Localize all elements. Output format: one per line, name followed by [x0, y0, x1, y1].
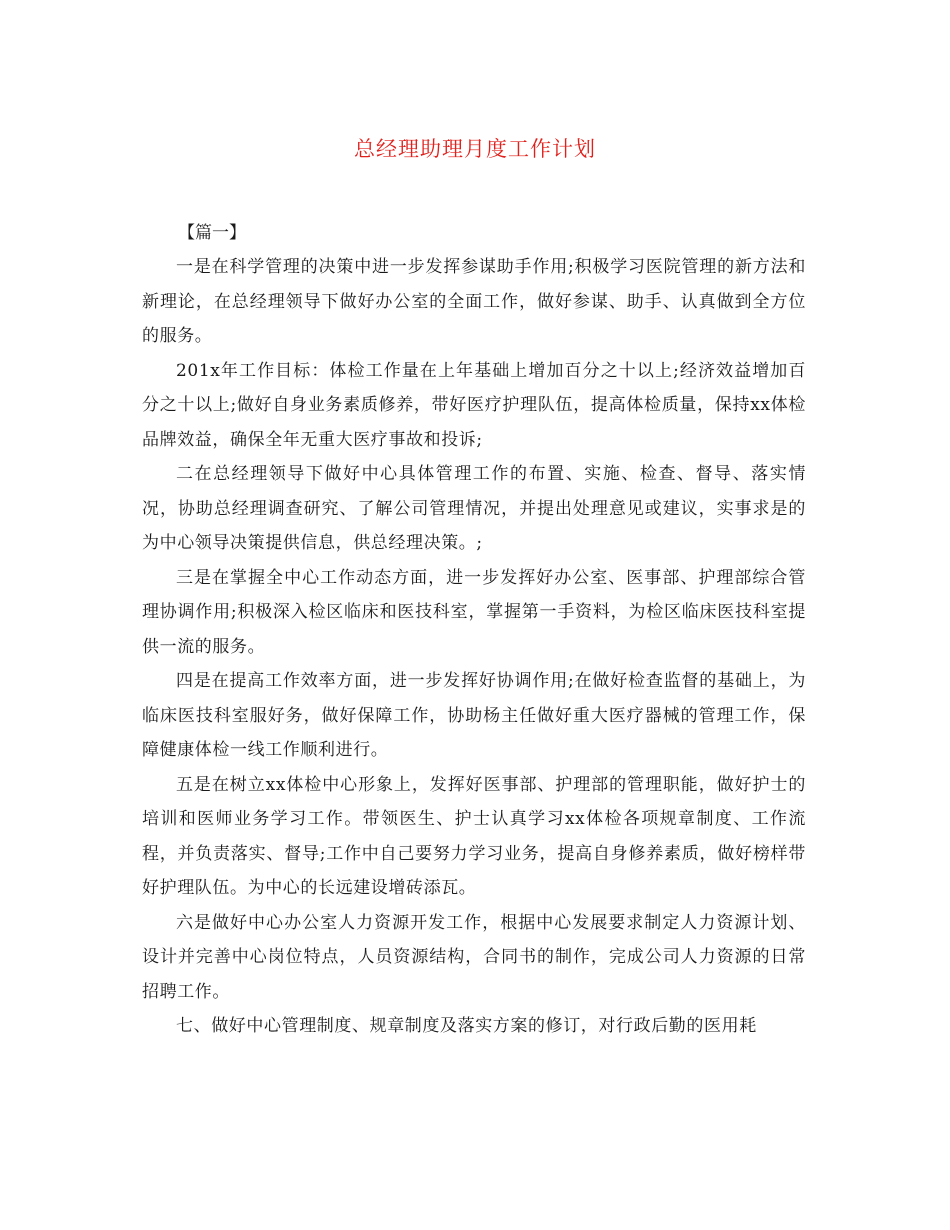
- document-title: 总经理助理月度工作计划: [354, 137, 596, 161]
- document-body: [142, 216, 806, 1044]
- paragraph-4: 三是在掌握全中心工作动态方面，进一步发挥好办公室、医事部、护理部综合管理协调作用;积极深入检区临床和医技科室，掌握第一手资料，为检区临床医技科室提供一流的服务。: [142, 567, 806, 657]
- paragraph-3: 二在总经理领导下做好中心具体管理工作的布置、实施、检查、督导、落实情况，协助总经理调查研究、了解公司管理情况，并提出处理意见或建议，实事求是的为中心领导决策提供信息，供总经理决策。;: [142, 464, 806, 553]
- paragraph-6: 五是在树立xx体检中心形象上，发挥好医事部、护理部的管理职能，做好护士的培训和医师业务学习工作。带领医生、护士认真学习xx体检各项规章制度、工作流程，并负责落实、督导;工作中自己要努力学习业务，提高自身修养素质，做好榜样带好护理队伍。为中心的长远建设增砖添瓦。: [142, 774, 806, 898]
- section-label: 【篇一】: [178, 223, 246, 243]
- paragraph-1: 一是在科学管理的决策中进一步发挥参谋助手作用;积极学习医院管理的新方法和新理论，在总经理领导下做好办公室的全面工作，做好参谋、助手、认真做到全方位的服务。: [142, 257, 806, 346]
- paragraph-2: 201x年工作目标：体检工作量在上年基础上增加百分之十以上;经济效益增加百分之十以上;做好自身业务素质修养，带好医疗护理队伍，提高体检质量，保持xx体检品牌效益，确保全年无重大医疗事故和投诉;: [142, 360, 806, 450]
- paragraph-8: 七、做好中心管理制度、规章制度及落实方案的修订，对行政后勤的医用耗: [176, 1016, 757, 1036]
- paragraph-7: 六是做好中心办公室人力资源开发工作，根据中心发展要求制定人力资源计划、设计并完善中心岗位特点，人员资源结构，合同书的制作，完成公司人力资源的日常招聘工作。: [142, 912, 806, 1002]
- paragraph-5: 四是在提高工作效率方面，进一步发挥好协调作用;在做好检查监督的基础上，为临床医技科室服好务，做好保障工作，协助杨主任做好重大医疗器械的管理工作，保障健康体检一线工作顺利进行。: [142, 671, 806, 760]
